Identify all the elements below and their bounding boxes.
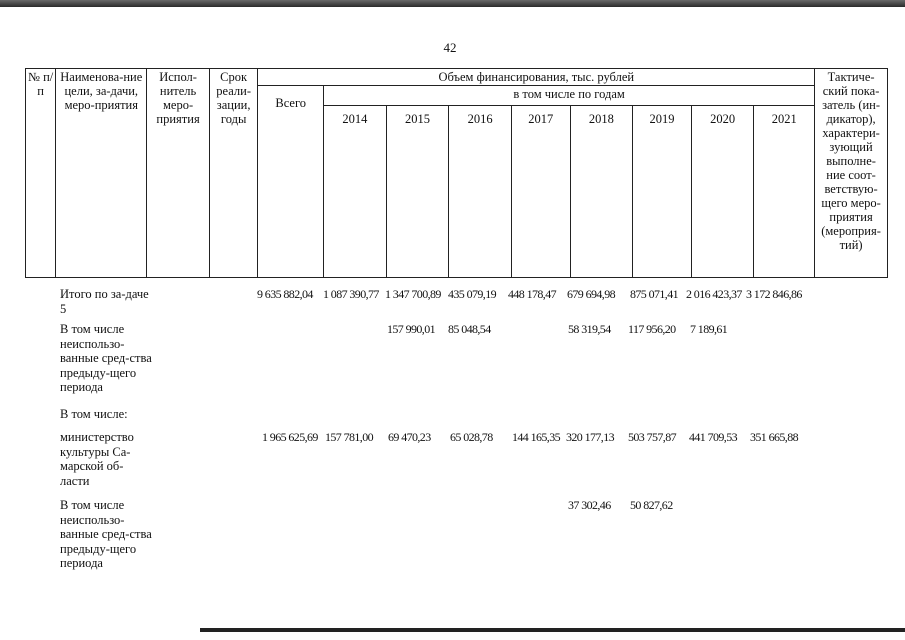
row-value: 7 189,61 (690, 322, 728, 336)
row-label: В том числе: (60, 407, 128, 421)
row-label: Итого по за-даче 5 (60, 287, 149, 316)
row-value: 58 319,54 (568, 322, 611, 336)
row-value: 2 016 423,37 (686, 287, 742, 301)
row-value: 85 048,54 (448, 322, 491, 336)
page-number: 42 (443, 40, 457, 55)
row-value: 320 177,13 (566, 430, 615, 444)
row-value: 1 347 700,89 (385, 287, 441, 301)
header-total: Всего (258, 86, 324, 278)
row-value: 1 965 625,69 (262, 430, 318, 444)
header-name: Наименова-ние цели, за-дачи, меро-приятия (56, 69, 147, 278)
row-value: 37 302,46 (568, 498, 611, 512)
header-year: 2017 (511, 106, 570, 278)
row-value: 1 087 390,77 (323, 287, 379, 301)
header-term: Срок реали-зации, годы (209, 69, 258, 278)
row-value: 448 178,47 (508, 287, 557, 301)
header-year: 2018 (570, 106, 633, 278)
header-indicator: Тактиче-ский пока-затель (ин-дикатор), характери-зующий выполне-ние соот-ветствую-щего меро-приятия (мероприя-тий) (815, 69, 888, 278)
row-value: 441 709,53 (689, 430, 738, 444)
row-value: 144 165,35 (512, 430, 561, 444)
row-value: 351 665,88 (750, 430, 799, 444)
header-executor: Испол-нитель меро-приятия (147, 69, 210, 278)
row-value: 50 827,62 (630, 498, 673, 512)
header-no: № п/п (26, 69, 56, 278)
row-value: 117 956,20 (628, 322, 676, 336)
header-by-years: в том числе по годам (324, 86, 815, 106)
header-year: 2015 (386, 106, 449, 278)
row-value: 69 470,23 (388, 430, 431, 444)
row-label: В том числе неиспользо-ванные сред-ства предыду-щего периода (60, 322, 152, 394)
header-year: 2019 (633, 106, 692, 278)
row-value: 503 757,87 (628, 430, 677, 444)
row-value: 65 028,78 (450, 430, 493, 444)
header-financing: Объем финансирования, тыс. рублей (258, 69, 815, 86)
header-year: 2014 (324, 106, 387, 278)
row-value: 679 694,98 (567, 287, 616, 301)
header-year: 2016 (449, 106, 512, 278)
header-year: 2021 (754, 106, 815, 278)
row-value: 9 635 882,04 (257, 287, 313, 301)
row-label: министерство культуры Са-марской об-ласти (60, 430, 134, 488)
row-value: 157 990,01 (387, 322, 436, 336)
row-value: 3 172 846,86 (746, 287, 802, 301)
row-label: В том числе неиспользо-ванные сред-ства предыду-щего периода (60, 498, 152, 570)
scan-edge-bottom (200, 628, 905, 632)
row-value: 157 781,00 (325, 430, 374, 444)
row-value: 875 071,41 (630, 287, 679, 301)
header-year: 2020 (691, 106, 754, 278)
row-value: 435 079,19 (448, 287, 497, 301)
